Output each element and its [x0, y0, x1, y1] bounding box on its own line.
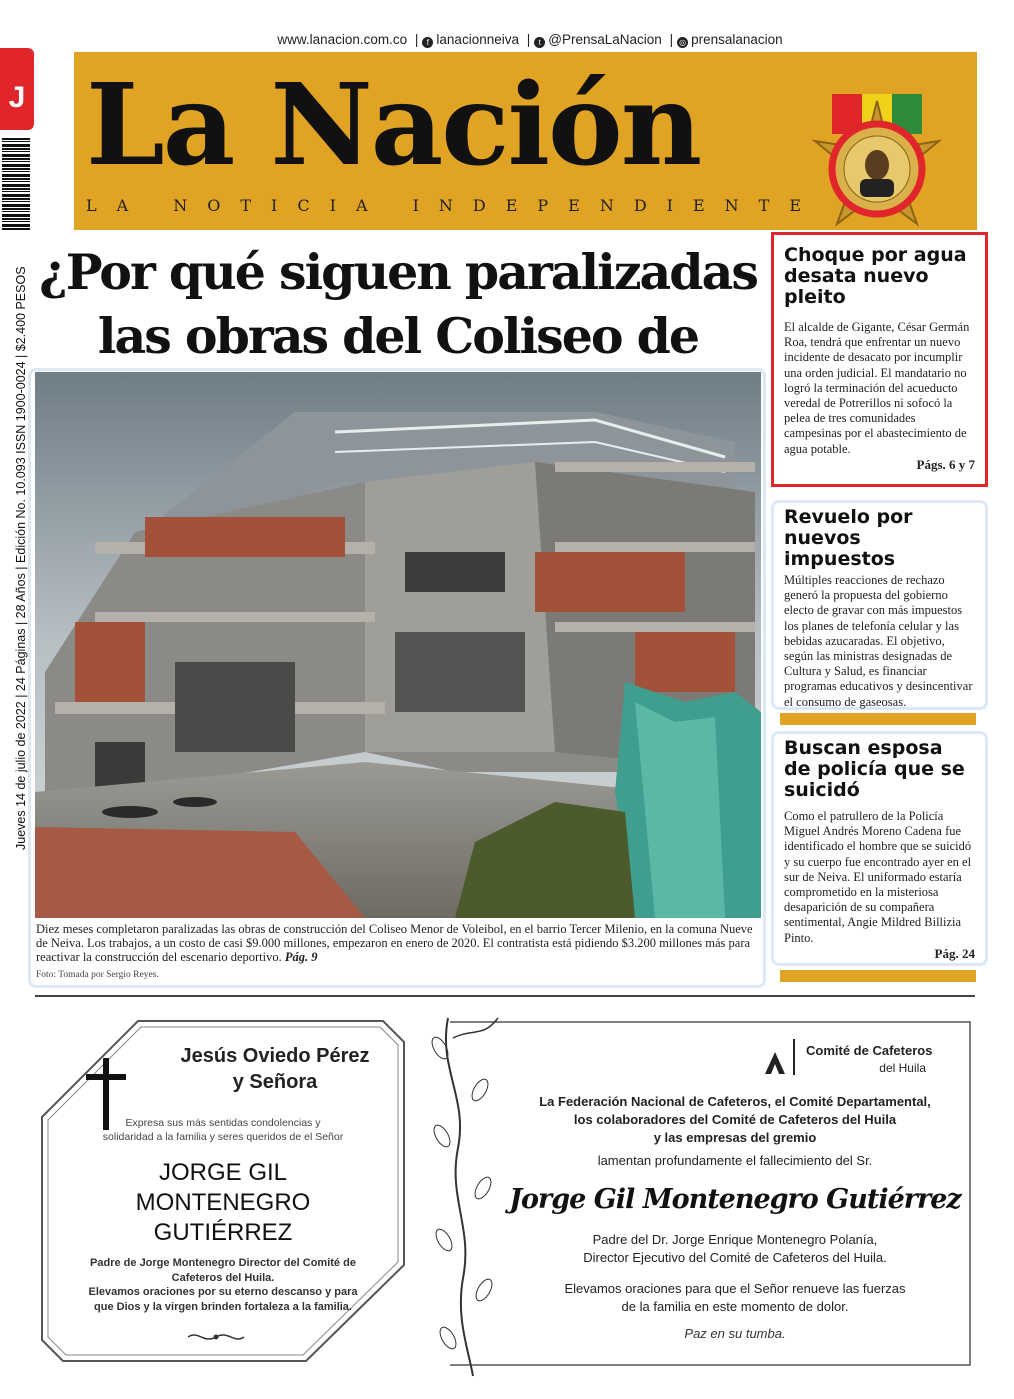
- story-page-ref[interactable]: Págs. 6 y 7: [916, 456, 975, 472]
- instagram-handle[interactable]: prensalanacion: [691, 32, 783, 47]
- sender-line: Jesús Oviedo Pérez: [180, 1045, 370, 1067]
- story-body: Múltiples reacciones de rechazo generó la propuesta del gobierno electo de gravar con más impuestos los planes de telefonía celular y las bebidas azucaradas. El objetivo, según las ministras designadas de Cultura y Salud, es financiar programas educativos y desincentivar el consumo de gaseosas.: [784, 573, 973, 709]
- coffee-committee-logo-icon: [745, 1034, 945, 1084]
- twitter-icon: t: [534, 37, 545, 48]
- deceased-name-line: MONTENEGRO: [135, 1189, 311, 1216]
- sender-line: y Señora: [232, 1071, 318, 1093]
- prayer-line: Elevamos oraciones para que el Señor renueve las fuerzas: [564, 1281, 906, 1296]
- barcode-graphic: [2, 138, 30, 230]
- story-title[interactable]: Revuelo por nuevos impuestos: [784, 506, 913, 570]
- lament-line: lamentan profundamente el fallecimiento del Sr.: [597, 1153, 873, 1168]
- masthead: [74, 52, 977, 230]
- facebook-handle[interactable]: lanacionneiva: [436, 32, 519, 47]
- section-divider: [35, 995, 975, 997]
- federation-line: La Federación Nacional de Cafeteros, el Comité Departamental,: [539, 1094, 931, 1109]
- prayer-line: de la familia en este momento de dolor.: [621, 1299, 849, 1314]
- message-line: que Dios y la virgen brinden fortaleza a la familia.: [94, 1300, 352, 1313]
- facebook-icon: f: [422, 37, 433, 48]
- message-line: Cafeteros del Huila.: [171, 1271, 275, 1284]
- committee-name: Comité de Cafeteros: [806, 1043, 933, 1058]
- instagram-icon: ◎: [677, 37, 688, 48]
- message-line: Padre de Jorge Montenegro Director del Comité de: [90, 1257, 356, 1269]
- sidebar-story-police[interactable]: [771, 731, 988, 966]
- expression-line: Expresa sus más sentidas condolencias y: [125, 1117, 321, 1129]
- committee-subtitle: del Huila: [879, 1061, 926, 1075]
- story-body: Como el patrullero de la Policía Miguel Andrés Moreno Cadena fue identificado el hombre que se suicidó y su cuerpo fue encontrado ayer en el sur de Neiva. El uniformado estaría comprometido en la misteriosa desaparición de su compañera sentimental, Angie Mildred Billizia Pinto.: [784, 809, 972, 945]
- flourish-ornament-icon: [186, 1330, 246, 1344]
- main-headline[interactable]: ¿Por qué siguen paralizadas las obras del Coliseo de: [39, 243, 757, 365]
- sidebar-story-taxes[interactable]: [771, 500, 988, 710]
- rest-in-peace-text: Paz en su tumba.: [684, 1326, 786, 1341]
- deceased-name: [38, 1158, 408, 1248]
- divider-bar: [780, 970, 976, 982]
- caption-page-ref[interactable]: Pág. 9: [284, 950, 318, 964]
- deceased-name-script: Jorge Gil Montenegro Gutiérrez: [509, 1184, 961, 1215]
- story-title[interactable]: Choque por agua desata nuevo pleito: [784, 244, 967, 308]
- deceased-name-line: GUTIÉRREZ: [153, 1219, 293, 1246]
- caption-text: Diez meses completaron paralizadas las obras de construcción del Coliseo Menor de Voleibol, en el barrio Tercer Milenio, en la comuna Nueve de Neiva. Los trabajos, a un costo de casi $9.000 millones, empezaron en enero de 2020. El contratista está pidiendo $3.200 millones más para reactivar la construcción del escenario deportivo.: [36, 922, 753, 964]
- photo-caption: [36, 922, 762, 964]
- prayer-text: [500, 1280, 970, 1316]
- story-page-ref[interactable]: Pág. 24: [934, 945, 975, 961]
- photo-credit: Foto: Tomada por Sergio Reyes.: [36, 970, 159, 980]
- federation-message: [500, 1093, 970, 1147]
- condolence-message: [38, 1256, 408, 1314]
- tagline: LA NOTICIA INDEPENDIENTE: [86, 196, 822, 215]
- condolence-expression: [38, 1116, 408, 1144]
- relation-line: Padre del Dr. Jorge Enrique Montenegro Polanía,: [592, 1232, 878, 1247]
- relation-line: Director Ejecutivo del Comité de Cafeteros del Huila.: [583, 1250, 887, 1265]
- edition-letter-badge: J: [0, 48, 34, 130]
- federation-line: los colaboradores del Comité de Cafeteros del Huila: [573, 1112, 897, 1127]
- newspaper-logo[interactable]: La Nación: [86, 60, 701, 191]
- relation-text: [500, 1231, 970, 1267]
- story-body: El alcalde de Gigante, César Germán Roa, tendrá que enfrentar un nuevo incidente de desacato por incumplir una orden judicial. El mandatario no logró la terminación del acueducto veredal de Potrerillos ni sofocó la pelea de tres comunidades campesinas por el abastecimiento de agua potable.: [784, 320, 970, 456]
- sidebar-story-water[interactable]: [771, 232, 988, 487]
- story-title[interactable]: Buscan esposa de policía que se suicidó: [784, 737, 965, 801]
- condolence-sender: [140, 1043, 410, 1095]
- deceased-name-line: JORGE GIL: [158, 1159, 288, 1186]
- message-line: Elevamos oraciones por su eterno descanso y para: [88, 1286, 358, 1298]
- medal-icon: [802, 94, 952, 244]
- divider-bar: [780, 713, 976, 725]
- expression-line: solidaridad a la familia y seres queridos de el Señor: [102, 1131, 344, 1143]
- coliseum-construction-photo: [35, 372, 761, 918]
- twitter-handle[interactable]: @PrensaLaNacion: [548, 32, 662, 47]
- social-links: www.lanacion.com.co | f lanacionneiva | t @PrensaLaNacion | ◎ prensalanacion: [277, 32, 783, 47]
- website-link[interactable]: www.lanacion.com.co: [277, 32, 408, 47]
- federation-line: y las empresas del gremio: [653, 1130, 817, 1145]
- issue-info: Jueves 14 de julio de 2022 | 24 Páginas | 28 Años | Edición No. 10.093 ISSN 1900-0024 | $2.400 PESOS: [14, 266, 28, 850]
